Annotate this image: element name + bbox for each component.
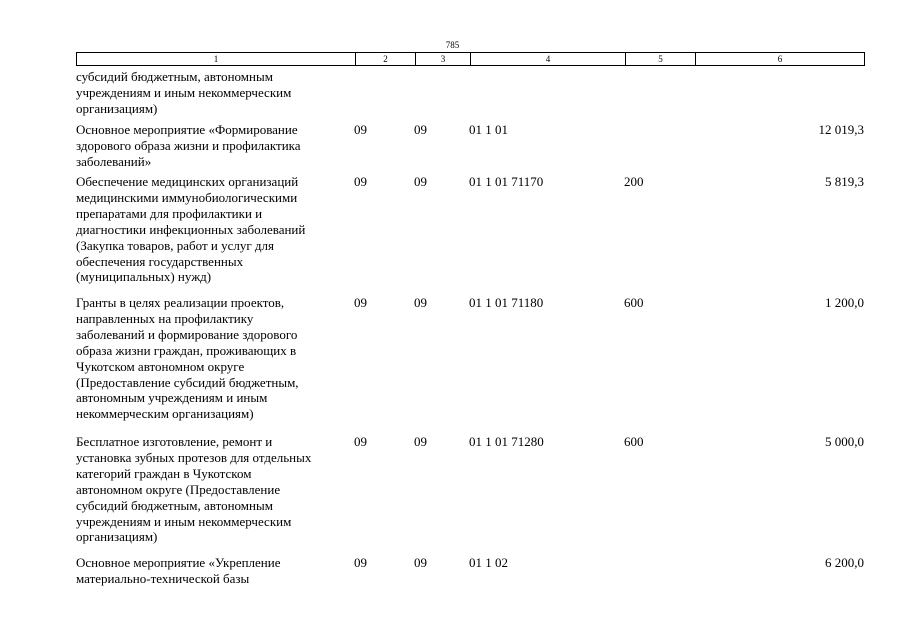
header-col-6: 6 (777, 54, 783, 64)
row-rz: 09 (354, 555, 367, 570)
row-sum: 12 019,3 (818, 122, 864, 137)
row-sum: 1 200,0 (825, 295, 864, 310)
row-name: Бесплатное изготовление, ремонт и установка зубных протезов для отдельных категорий граждан в Чукотском автономном округе (Предоставление субсидий бюджетным, автономным учреждениям и иным некоммерческим организациям) (76, 434, 312, 545)
page-number: 785 (445, 40, 460, 50)
header-col-5: 5 (626, 53, 696, 65)
row-rz: 09 (354, 174, 367, 189)
header-col-1: 1 (77, 53, 356, 65)
row-pr: 09 (414, 555, 427, 570)
row-name: Основное мероприятие «Укрепление материально-технической базы (76, 555, 281, 586)
row-pr: 09 (414, 295, 427, 310)
row-csr: 01 1 02 (469, 555, 508, 570)
row-pr: 09 (414, 434, 427, 449)
row-vr: 600 (624, 434, 644, 449)
row-rz: 09 (354, 434, 367, 449)
table-header (76, 52, 865, 66)
row-sum: 5 819,3 (825, 174, 864, 189)
row-rz: 09 (354, 295, 367, 310)
row-vr: 200 (624, 174, 644, 189)
row-csr: 01 1 01 71280 (469, 434, 544, 449)
row-csr: 01 1 01 71180 (469, 295, 544, 310)
row-name: Обеспечение медицинских организаций медицинскими иммунобиологическими препаратами для профилактики и диагностики инфекционных заболеваний (Закупка товаров, работ и услуг для обеспечения государственных (муниципальных) нужд) (76, 174, 306, 285)
header-col-3: 3 (416, 53, 471, 65)
row-sum: 6 200,0 (825, 555, 864, 570)
row-name: Гранты в целях реализации проектов, направленных на профилактику заболеваний и формирование здорового образа жизни граждан, проживающих в Чукотском автономном округе (Предоставление субсидий бюджетным, автономным учреждениям и иным некоммерческим организациям) (76, 295, 299, 422)
row-name: Основное мероприятие «Формирование здорового образа жизни и профилактика заболеваний» (76, 122, 301, 169)
row-name: субсидий бюджетным, автономным учреждениям и иным некоммерческим организациям) (76, 69, 292, 116)
row-pr: 09 (414, 174, 427, 189)
row-pr: 09 (414, 122, 427, 137)
row-sum: 5 000,0 (825, 434, 864, 449)
row-vr: 600 (624, 295, 644, 310)
header-col-4: 4 (471, 53, 626, 65)
row-csr: 01 1 01 71170 (469, 174, 544, 189)
row-csr: 01 1 01 (469, 122, 508, 137)
row-rz: 09 (354, 122, 367, 137)
header-col-2: 2 (356, 53, 416, 65)
